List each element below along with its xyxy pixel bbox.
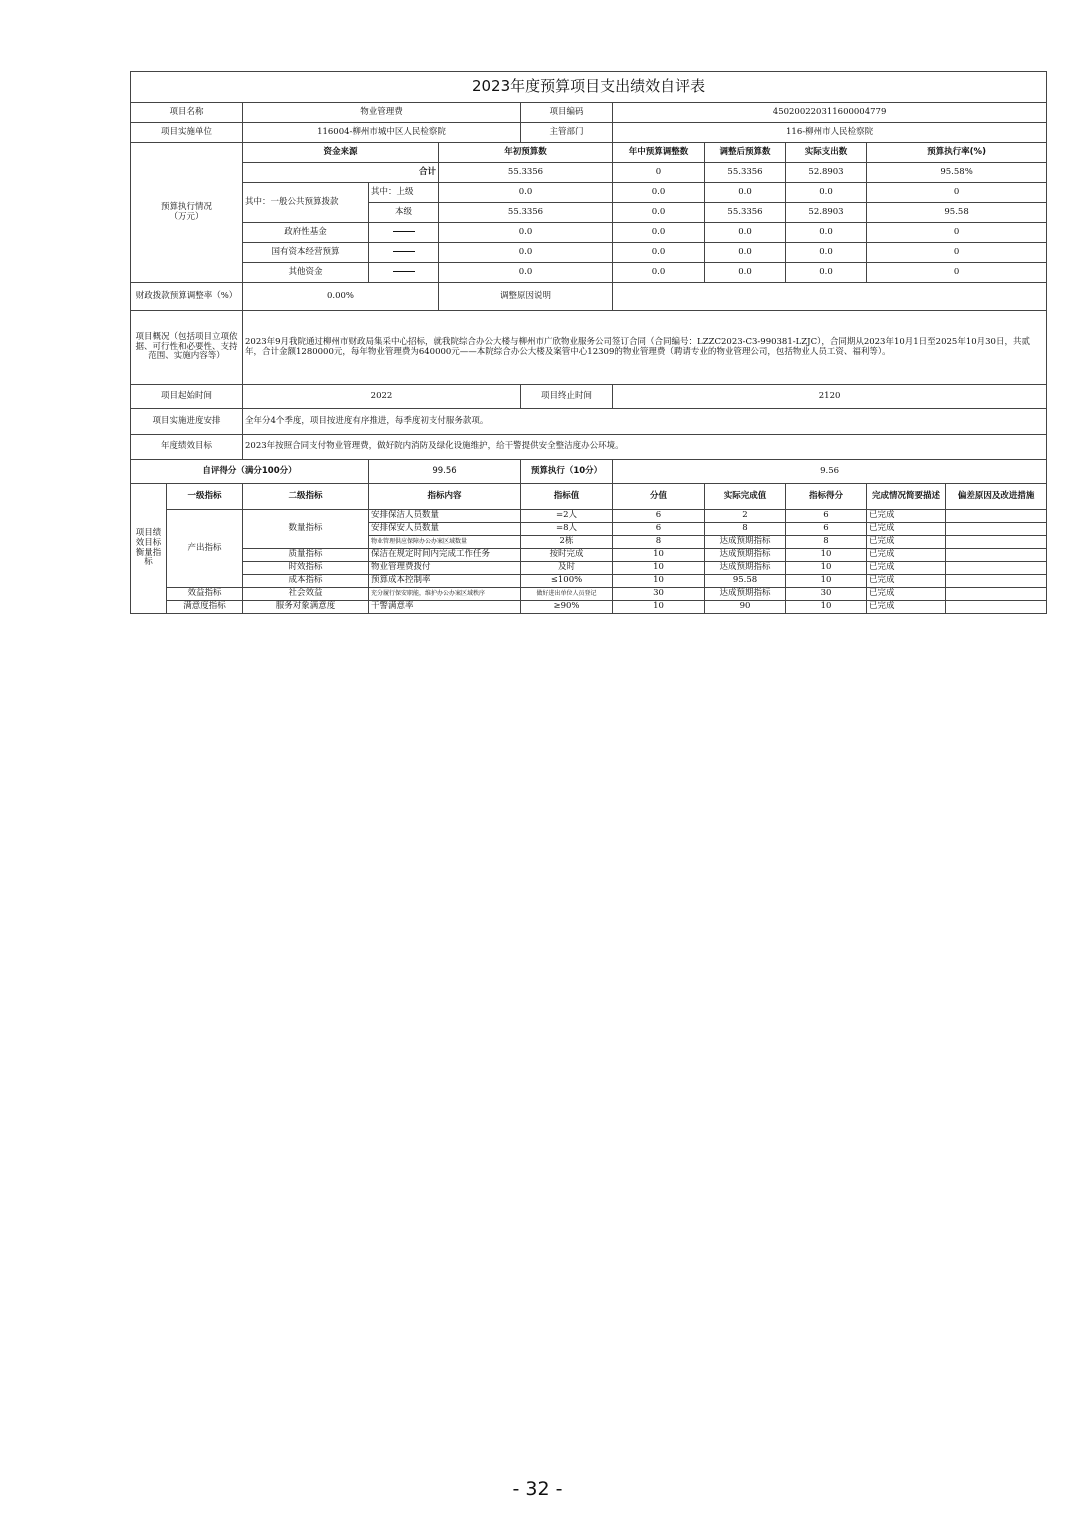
- indicator-score: 10: [786, 549, 867, 562]
- indicator-actual: 达成预期指标: [705, 549, 786, 562]
- indicator-l2: 时效指标: [243, 562, 369, 575]
- upper-actual: 0.0: [786, 183, 867, 203]
- indicator-score: 8: [786, 536, 867, 549]
- end-time: 2120: [613, 385, 1047, 409]
- reason-header: 偏差原因及改进措施: [946, 484, 1047, 510]
- local-rate: 95.58: [867, 203, 1047, 223]
- other-adjust: 0.0: [613, 263, 705, 283]
- table-row: [131, 562, 1047, 575]
- indicator-target: ≥90%: [521, 601, 613, 614]
- indicator-reason: [946, 510, 1047, 523]
- weight-header: 分值: [613, 484, 705, 510]
- total-label: 合计: [243, 163, 439, 183]
- indicator-score: 10: [786, 575, 867, 588]
- indicator-desc: 已完成: [867, 575, 946, 588]
- upper-label: 其中：上级: [369, 183, 439, 203]
- other-label: 其他资金: [243, 263, 369, 283]
- output-indicator-label: 产出指标: [167, 510, 243, 588]
- other-adjusted: 0.0: [705, 263, 786, 283]
- budget-row-state-capital: [131, 243, 1047, 263]
- upper-adjust: 0.0: [613, 183, 705, 203]
- project-name-label: 项目名称: [131, 103, 243, 123]
- local-actual: 52.8903: [786, 203, 867, 223]
- adjusted-header: 调整后预算数: [705, 143, 786, 163]
- gov-fund-initial: 0.0: [439, 223, 613, 243]
- other-initial: 0.0: [439, 263, 613, 283]
- gov-fund-label: 政府性基金: [243, 223, 369, 243]
- table-row: [131, 549, 1047, 562]
- gov-fund-rate: 0: [867, 223, 1047, 243]
- indicator-actual: 90: [705, 601, 786, 614]
- local-adjusted: 55.3356: [705, 203, 786, 223]
- indicator-content: 预算成本控制率: [369, 575, 521, 588]
- indicator-actual: 达成预期指标: [705, 536, 786, 549]
- indicator-desc: 已完成: [867, 523, 946, 536]
- budget-exec-score-label: 预算执行（10分）: [521, 460, 613, 484]
- indicator-content: 充分履行保安职能，维护办公办案区域秩序: [369, 588, 521, 601]
- indicator-target: 按时完成: [521, 549, 613, 562]
- indicator-content: 保洁在规定时间内完成工作任务: [369, 549, 521, 562]
- local-label: 本级: [369, 203, 439, 223]
- indicator-score: 10: [786, 562, 867, 575]
- table-row: [131, 601, 1047, 614]
- other-rate: 0: [867, 263, 1047, 283]
- actual-header: 实际支出数: [786, 143, 867, 163]
- other-actual: 0.0: [786, 263, 867, 283]
- indicator-desc: 已完成: [867, 549, 946, 562]
- state-capital-label: 国有资本经营预算: [243, 243, 369, 263]
- self-score-value: 99.56: [369, 460, 521, 484]
- indicator-reason: [946, 523, 1047, 536]
- indicator-reason: [946, 575, 1047, 588]
- indicator-desc: 已完成: [867, 536, 946, 549]
- impl-unit: 116004-柳州市城中区人民检察院: [243, 123, 521, 143]
- gov-fund-actual: 0.0: [786, 223, 867, 243]
- indicator-target: =8人: [521, 523, 613, 536]
- indicator-desc: 已完成: [867, 588, 946, 601]
- indicator-score: 30: [786, 588, 867, 601]
- progress-text: 全年分4个季度，项目按进度有序推进，每季度初支付服务款项。: [243, 409, 1047, 435]
- indicator-l2: 服务对象满意度: [243, 601, 369, 614]
- adjust-rate-value: 0.00%: [243, 283, 439, 311]
- end-time-label: 项目终止时间: [521, 385, 613, 409]
- indicator-target: 2栋: [521, 536, 613, 549]
- indicator-weight: 30: [613, 588, 705, 601]
- page-number: - 32 -: [512, 1478, 563, 1500]
- rate-header: 预算执行率(%): [867, 143, 1047, 163]
- indicator-reason: [946, 562, 1047, 575]
- state-capital-actual: 0.0: [786, 243, 867, 263]
- indicator-l2: 成本指标: [243, 575, 369, 588]
- total-rate: 95.58%: [867, 163, 1047, 183]
- start-time-label: 项目起始时间: [131, 385, 243, 409]
- indicator-score: 6: [786, 510, 867, 523]
- local-adjust: 0.0: [613, 203, 705, 223]
- adjust-reason: [613, 283, 1047, 311]
- progress-label: 项目实施进度安排: [131, 409, 243, 435]
- indicator-actual: 95.58: [705, 575, 786, 588]
- budget-row-upper: [131, 183, 1047, 203]
- project-code-label: 项目编码: [521, 103, 613, 123]
- indicator-l2: 质量指标: [243, 549, 369, 562]
- overview-label: 项目概况（包括项目立项依据、可行性和必要性、支持范围、实施内容等）: [131, 311, 243, 385]
- actual-value-header: 实际完成值: [705, 484, 786, 510]
- content-header: 指标内容: [369, 484, 521, 510]
- project-code: 450200220311600004779: [613, 103, 1047, 123]
- indicator-content: 物业管理费拨付: [369, 562, 521, 575]
- initial-header: 年初预算数: [439, 143, 613, 163]
- source-header: 资金来源: [243, 143, 439, 163]
- table-row: [131, 510, 1047, 523]
- indicator-score: 10: [786, 601, 867, 614]
- indicator-actual: 2: [705, 510, 786, 523]
- performance-self-evaluation-table: [130, 71, 1047, 614]
- impl-unit-label: 项目实施单位: [131, 123, 243, 143]
- desc-header: 完成情况简要描述: [867, 484, 946, 510]
- project-name: 物业管理费: [243, 103, 521, 123]
- general-budget-label: 其中：一般公共预算拨款: [243, 183, 369, 223]
- indicator-content: 干警满意率: [369, 601, 521, 614]
- indicator-reason: [946, 536, 1047, 549]
- indicator-desc: 已完成: [867, 601, 946, 614]
- start-time: 2022: [243, 385, 521, 409]
- total-adjust: 0: [613, 163, 705, 183]
- l1-header: 一级指标: [167, 484, 243, 510]
- indicator-target: =2人: [521, 510, 613, 523]
- indicator-actual: 达成预期指标: [705, 562, 786, 575]
- budget-section-label: 预算执行情况 （万元）: [131, 143, 243, 283]
- indicator-target: 及时: [521, 562, 613, 575]
- gov-fund-adjusted: 0.0: [705, 223, 786, 243]
- indicator-score: 6: [786, 523, 867, 536]
- indicator-desc: 已完成: [867, 510, 946, 523]
- dept-label: 主管部门: [521, 123, 613, 143]
- indicator-actual: 8: [705, 523, 786, 536]
- effect-indicator-label: 效益指标: [167, 588, 243, 601]
- state-capital-initial: 0.0: [439, 243, 613, 263]
- indicator-weight: 10: [613, 549, 705, 562]
- other-dash: [369, 263, 439, 283]
- self-score-label: 自评得分（满分100分）: [131, 460, 369, 484]
- dept: 116-柳州市人民检察院: [613, 123, 1047, 143]
- goal-label: 年度绩效目标: [131, 435, 243, 460]
- indicator-content: 安排保安人员数量: [369, 523, 521, 536]
- indicator-content: 安排保洁人员数量: [369, 510, 521, 523]
- l2-header: 二级指标: [243, 484, 369, 510]
- indicator-l2: 社会效益: [243, 588, 369, 601]
- indicator-weight: 10: [613, 575, 705, 588]
- adjust-header: 年中预算调整数: [613, 143, 705, 163]
- indicator-actual: 达成预期指标: [705, 588, 786, 601]
- adjust-rate-label: 财政拨款预算调整率（%）: [131, 283, 243, 311]
- gov-fund-dash: [369, 223, 439, 243]
- state-capital-dash: [369, 243, 439, 263]
- indicator-reason: [946, 588, 1047, 601]
- state-capital-adjust: 0.0: [613, 243, 705, 263]
- quantity-indicator-label: 数量指标: [243, 510, 369, 549]
- state-capital-adjusted: 0.0: [705, 243, 786, 263]
- indicator-content: 物业管理供应保障办公办案区域数量: [369, 536, 521, 549]
- total-initial: 55.3356: [439, 163, 613, 183]
- table-row: [131, 575, 1047, 588]
- upper-initial: 0.0: [439, 183, 613, 203]
- indicator-weight: 8: [613, 536, 705, 549]
- indicator-reason: [946, 601, 1047, 614]
- overview-text: 2023年9月我院通过柳州市财政局集采中心招标，就我院综合办公大楼与柳州市广欣物业服务公司签订合同（合同编号：LZZC2023-C3-990381-LZJC），合同期从2023年10月1日至2025年10月30日，共贰年，合计金额1280000元，每年物业管理费为640000元——本院综合办公大楼及案管中心12309的物业管理费（聘请专业的物业管理公司，包括物业人员工资、福利等）。: [243, 311, 1047, 385]
- adjust-reason-label: 调整原因说明: [439, 283, 613, 311]
- table-title: 2023年度预算项目支出绩效自评表: [131, 72, 1047, 103]
- budget-row-gov-fund: [131, 223, 1047, 243]
- budget-row-total: [131, 163, 1047, 183]
- upper-rate: 0: [867, 183, 1047, 203]
- indicator-target: ≤100%: [521, 575, 613, 588]
- goal-text: 2023年按照合同支付物业管理费，做好院内消防及绿化设施维护，给干警提供安全整洁度办公环境。: [243, 435, 1047, 460]
- indicator-reason: [946, 549, 1047, 562]
- upper-adjusted: 0.0: [705, 183, 786, 203]
- total-actual: 52.8903: [786, 163, 867, 183]
- indicator-weight: 10: [613, 601, 705, 614]
- local-initial: 55.3356: [439, 203, 613, 223]
- budget-row-other: [131, 263, 1047, 283]
- indicator-weight: 6: [613, 510, 705, 523]
- total-adjusted: 55.3356: [705, 163, 786, 183]
- indicator-target: 做好进出单位人员登记: [521, 588, 613, 601]
- gov-fund-adjust: 0.0: [613, 223, 705, 243]
- indicator-weight: 6: [613, 523, 705, 536]
- table-row: [131, 588, 1047, 601]
- indicator-section-label: 项目绩效目标衡量指标: [131, 484, 167, 614]
- indicator-score-header: 指标得分: [786, 484, 867, 510]
- indicator-weight: 10: [613, 562, 705, 575]
- target-header: 指标值: [521, 484, 613, 510]
- satisfaction-indicator-label: 满意度指标: [167, 601, 243, 614]
- budget-exec-score-value: 9.56: [613, 460, 1047, 484]
- indicator-desc: 已完成: [867, 562, 946, 575]
- state-capital-rate: 0: [867, 243, 1047, 263]
